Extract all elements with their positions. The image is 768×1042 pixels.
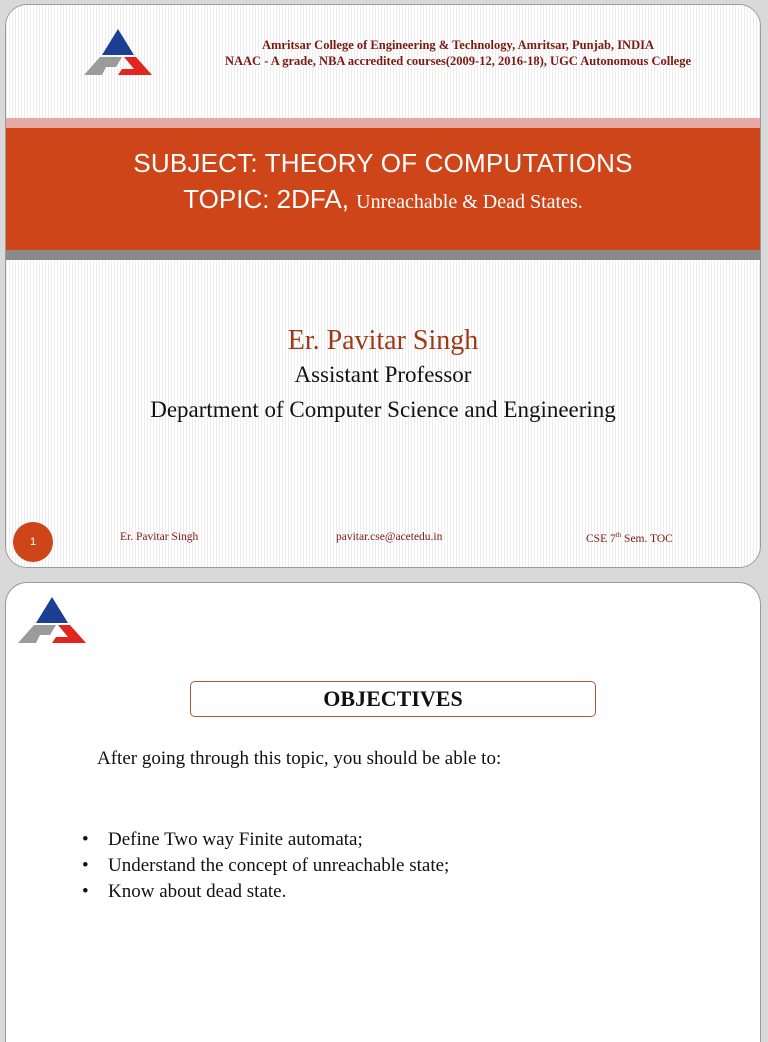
list-item: • Understand the concept of unreachable state; xyxy=(82,853,449,879)
college-logo xyxy=(82,27,154,81)
college-logo xyxy=(16,595,88,649)
list-item: • Define Two way Finite automata; xyxy=(82,827,449,853)
title-banner xyxy=(6,128,760,250)
college-header xyxy=(166,37,750,69)
page-number-badge: 1 xyxy=(13,522,53,562)
bullet-icon: • xyxy=(82,829,89,850)
topic-subtitle: Unreachable & Dead States. xyxy=(356,191,583,213)
college-accreditation: NAAC - A grade, NBA accredited courses(2009-12, 2016-18), UGC Autonomous College xyxy=(224,54,692,68)
footer-course: CSE 7th Sem. TOC xyxy=(586,531,673,545)
objectives-slide xyxy=(5,582,761,1042)
college-name: Amritsar College of Engineering & Technology, Amritsar, Punjab, INDIA xyxy=(261,38,655,52)
objectives-heading: OBJECTIVES xyxy=(190,681,596,717)
list-item: • Know about dead state. xyxy=(82,879,449,905)
gray-divider xyxy=(6,250,760,260)
presenter-name: Er. Pavitar Singh xyxy=(287,325,479,356)
title-slide xyxy=(5,4,761,568)
bullet-icon: • xyxy=(82,881,89,902)
footer-email[interactable]: pavitar.cse@acetedu.in xyxy=(336,531,443,543)
objectives-list xyxy=(82,827,449,905)
subject-title: SUBJECT: THEORY OF COMPUTATIONS xyxy=(133,148,633,178)
topic-title xyxy=(6,184,760,217)
objectives-intro: After going through this topic, you should be able to: xyxy=(97,748,502,769)
topic-main: TOPIC: 2DFA, xyxy=(183,184,357,214)
footer-author: Er. Pavitar Singh xyxy=(120,531,199,543)
presenter-department: Department of Computer Science and Engineering xyxy=(150,397,616,422)
bullet-icon: • xyxy=(82,855,89,876)
pink-divider xyxy=(6,118,760,128)
presenter-role: Assistant Professor xyxy=(294,362,472,387)
